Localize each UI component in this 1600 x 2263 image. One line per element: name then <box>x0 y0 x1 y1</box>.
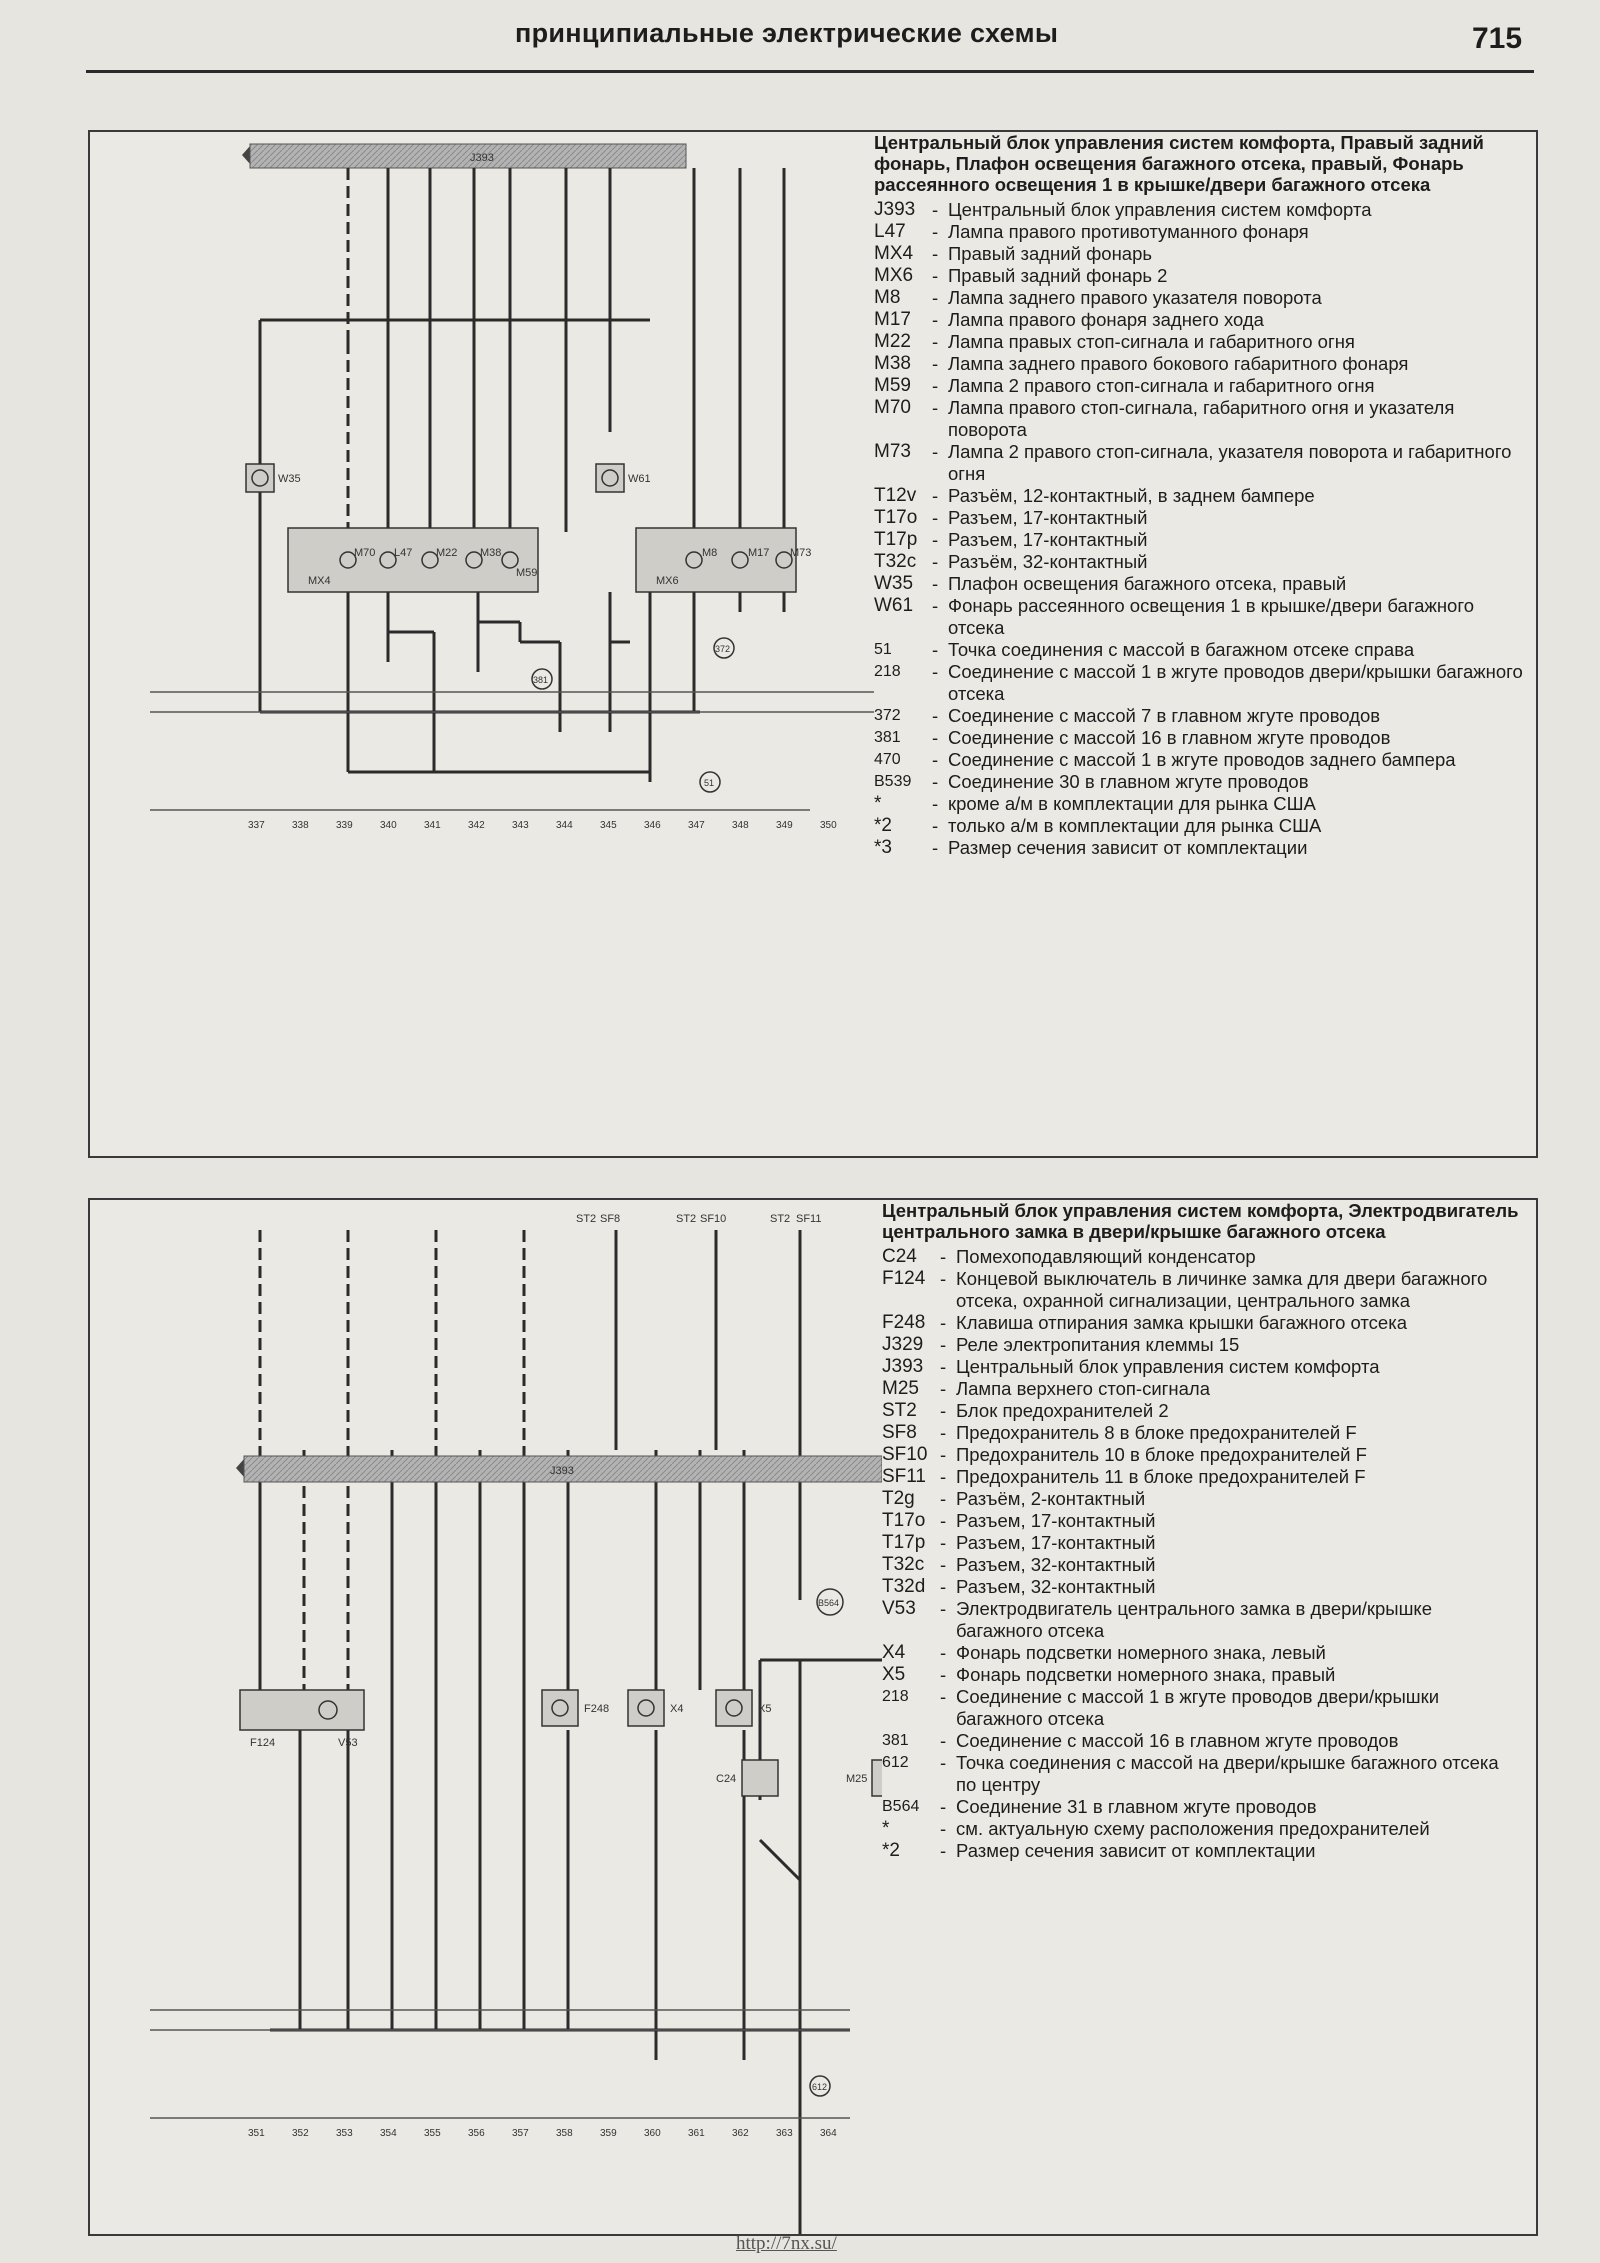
legend-title: Центральный блок управления систем комфорта, Электродвигатель центрального замка в двери/крышке багажного отсека <box>882 1200 1519 1242</box>
legend-dash: - <box>940 1576 947 1597</box>
legend-code: T32c <box>874 551 917 572</box>
legend-code: M22 <box>874 331 911 352</box>
legend-desc: Разъём, 12-контактный, в заднем бампере <box>948 485 1315 506</box>
legend-desc: Реле электропитания клеммы 15 <box>956 1334 1240 1355</box>
legend-desc: Разъем, 32-контактный <box>956 1554 1156 1575</box>
legend-title: Центральный блок управления систем комфорта, Правый задний фонарь, Плафон освещения багажного отсека, правый, Фонарь рассеянного освещения 1 в крышке/двери багажного отсека <box>874 132 1484 195</box>
svg-text:337: 337 <box>248 820 265 831</box>
legend-code: M8 <box>874 287 901 308</box>
svg-text:SF8: SF8 <box>600 1213 621 1225</box>
lamp-x4 <box>628 1690 664 1726</box>
label-m8: M8 <box>702 547 718 559</box>
legend-code: C24 <box>882 1246 917 1267</box>
legend-item <box>874 727 1524 749</box>
legend-item <box>874 485 1524 507</box>
legend-item <box>882 1752 1522 1796</box>
grid-numbers <box>248 820 837 831</box>
legend-item <box>874 265 1524 287</box>
legend-desc: Соединение с массой 1 в жгуте проводов двери/крышки багажного отсека <box>948 661 1523 704</box>
legend-dash: - <box>932 485 939 506</box>
svg-text:ST2: ST2 <box>770 1213 791 1225</box>
legend-item <box>882 1378 1522 1400</box>
svg-text:612: 612 <box>812 2082 828 2092</box>
legend-desc: Соединение 30 в главном жгуте проводов <box>948 771 1309 792</box>
svg-text:372: 372 <box>715 644 731 654</box>
legend-item <box>882 1466 1522 1488</box>
legend-item <box>874 221 1524 243</box>
legend-item <box>882 1488 1522 1510</box>
ground-points <box>532 638 734 792</box>
legend-item <box>874 705 1524 727</box>
legend-item <box>882 1510 1522 1532</box>
legend-desc: Клавиша отпирания замка крышки багажного отсека <box>956 1312 1408 1333</box>
legend-code: 612 <box>882 1754 909 1771</box>
legend-code: F248 <box>882 1312 926 1333</box>
legend-dash: - <box>940 1664 947 1685</box>
legend-code: T17o <box>874 507 918 528</box>
legend-item <box>882 1312 1522 1334</box>
legend-item <box>874 243 1524 265</box>
legend-desc: Соединение с массой 1 в жгуте проводов заднего бампера <box>948 749 1456 770</box>
footer-url[interactable]: http://7nx.su/ <box>736 2233 837 2254</box>
svg-text:343: 343 <box>512 820 529 831</box>
legend-dash: - <box>932 397 939 418</box>
legend-desc: см. актуальную схему расположения предохранителей <box>956 1818 1430 1839</box>
legend-code: V53 <box>882 1598 916 1619</box>
legend-code: M59 <box>874 375 911 396</box>
legend-code: T12v <box>874 485 917 506</box>
legend-code: 381 <box>882 1732 909 1749</box>
svg-text:338: 338 <box>292 820 309 831</box>
legend-desc: только а/м в комплектации для рынка США <box>948 815 1322 836</box>
svg-text:354: 354 <box>380 2128 397 2139</box>
svg-text:351: 351 <box>248 2128 265 2139</box>
legend-panel-1 <box>874 132 1524 859</box>
control-unit-bus <box>236 1456 882 1482</box>
svg-text:346: 346 <box>644 820 661 831</box>
svg-text:364: 364 <box>820 2128 837 2139</box>
legend-desc: Центральный блок управления систем комфорта <box>956 1356 1380 1377</box>
svg-text:356: 356 <box>468 2128 485 2139</box>
label-v53: V53 <box>338 1737 358 1749</box>
lamp-x5 <box>716 1690 752 1726</box>
legend-item <box>874 815 1524 837</box>
legend-item <box>874 573 1524 595</box>
svg-text:342: 342 <box>468 820 485 831</box>
legend-item <box>874 353 1524 375</box>
legend-item <box>882 1400 1522 1422</box>
lamp-m25 <box>872 1760 882 1796</box>
svg-text:347: 347 <box>688 820 705 831</box>
legend-desc: Фонарь подсветки номерного знака, правый <box>956 1664 1336 1685</box>
legend-item <box>874 749 1524 771</box>
legend-item <box>882 1598 1522 1642</box>
legend-item <box>882 1840 1522 1862</box>
legend-desc: Точка соединения с массой на двери/крышке багажного отсека по центру <box>956 1752 1499 1795</box>
component-boxes <box>240 1690 882 1796</box>
legend-desc: Лампа верхнего стоп-сигнала <box>956 1378 1211 1399</box>
svg-text:345: 345 <box>600 820 617 831</box>
bus-label: J393 <box>550 1465 574 1477</box>
legend-desc: Соединение с массой 1 в жгуте проводов двери/крышки багажного отсека <box>956 1686 1440 1729</box>
svg-text:362: 362 <box>732 2128 749 2139</box>
label-m17: M17 <box>748 547 770 559</box>
header-rule <box>86 70 1534 73</box>
legend-desc: Предохранитель 8 в блоке предохранителей F <box>956 1422 1357 1443</box>
legend-code: SF10 <box>882 1444 928 1465</box>
label-m25: M25 <box>846 1773 868 1785</box>
legend-dash: - <box>940 1356 947 1377</box>
legend-dash: - <box>932 287 939 308</box>
legend-item <box>882 1576 1522 1598</box>
legend-desc: Разъём, 2-контактный <box>956 1488 1146 1509</box>
legend-dash: - <box>940 1532 947 1553</box>
legend-item <box>882 1686 1522 1730</box>
page-title: принципиальные электрические схемы <box>515 18 1059 48</box>
wires <box>260 168 784 782</box>
legend-desc: Фонарь подсветки номерного знака, левый <box>956 1642 1326 1663</box>
page-header <box>0 0 1600 80</box>
legend-desc: Соединение с массой 16 в главном жгуте проводов <box>956 1730 1399 1751</box>
legend-dash: - <box>932 221 939 242</box>
label-f124: F124 <box>250 1737 276 1749</box>
legend-item <box>874 595 1524 639</box>
legend-code: T17p <box>882 1532 926 1553</box>
legend-item <box>874 507 1524 529</box>
legend-dash: - <box>940 1598 947 1619</box>
legend-desc: Разъем, 17-контактный <box>956 1510 1156 1531</box>
legend-dash: - <box>940 1246 947 1267</box>
legend-code: * <box>882 1818 890 1839</box>
svg-text:ST2: ST2 <box>676 1213 697 1225</box>
legend-code: X5 <box>882 1664 906 1685</box>
svg-text:359: 359 <box>600 2128 617 2139</box>
legend-dash: - <box>940 1378 947 1399</box>
legend-code: M38 <box>874 353 911 374</box>
legend-code: B564 <box>882 1798 920 1815</box>
legend-dash: - <box>932 793 939 814</box>
legend-code: B539 <box>874 773 912 790</box>
legend-code: *3 <box>874 837 892 858</box>
svg-text:349: 349 <box>776 820 793 831</box>
legend-code: 372 <box>874 707 901 724</box>
legend-desc: Концевой выключатель в личинке замка для двери багажного отсека, охранной сигнализации, центрального замка <box>956 1268 1488 1311</box>
label-f248: F248 <box>584 1703 610 1715</box>
legend-item <box>874 793 1524 815</box>
svg-text:340: 340 <box>380 820 397 831</box>
label-m38: M38 <box>480 547 502 559</box>
legend-item <box>874 331 1524 353</box>
legend-desc: Предохранитель 10 в блоке предохранителей F <box>956 1444 1367 1465</box>
legend-dash: - <box>932 309 939 330</box>
legend-desc: Плафон освещения багажного отсека, правый <box>948 573 1347 594</box>
legend-item <box>882 1356 1522 1378</box>
legend-dash: - <box>932 749 939 770</box>
fuse-labels <box>576 1213 821 1225</box>
legend-code: T32d <box>882 1576 926 1597</box>
legend-desc: Предохранитель 11 в блоке предохранителей F <box>956 1466 1366 1487</box>
legend-desc: Центральный блок управления систем комфорта <box>948 199 1372 220</box>
svg-text:358: 358 <box>556 2128 573 2139</box>
ground-points <box>810 1589 843 2096</box>
legend-dash: - <box>940 1796 947 1817</box>
legend-item <box>874 661 1524 705</box>
legend-desc: Размер сечения зависит от комплектации <box>956 1840 1316 1861</box>
legend-item <box>874 199 1524 221</box>
legend-code: W35 <box>874 573 914 594</box>
legend-dash: - <box>940 1488 947 1509</box>
legend-dash: - <box>940 1642 947 1663</box>
svg-text:B564: B564 <box>818 1598 840 1608</box>
legend-dash: - <box>932 441 939 462</box>
capacitor-c24 <box>742 1760 778 1796</box>
svg-text:51: 51 <box>704 778 715 788</box>
legend-item <box>874 837 1524 859</box>
legend-code: 218 <box>874 663 901 680</box>
svg-text:ST2: ST2 <box>576 1213 597 1225</box>
legend-code: *2 <box>874 815 892 836</box>
legend-dash: - <box>932 243 939 264</box>
legend-dash: - <box>940 1444 947 1465</box>
svg-text:360: 360 <box>644 2128 661 2139</box>
legend-code: M25 <box>882 1378 919 1399</box>
legend-dash: - <box>940 1422 947 1443</box>
legend-code: MX4 <box>874 243 914 264</box>
legend-code: *2 <box>882 1840 900 1861</box>
legend-desc: Соединение с массой 16 в главном жгуте проводов <box>948 727 1391 748</box>
svg-text:SF10: SF10 <box>700 1213 727 1225</box>
legend-dash: - <box>940 1400 947 1421</box>
bus-label: J393 <box>470 152 494 164</box>
legend-item <box>882 1730 1522 1752</box>
svg-text:352: 352 <box>292 2128 309 2139</box>
legend-desc: Лампа правого противотуманного фонаря <box>948 221 1309 242</box>
legend-dash: - <box>940 1730 947 1751</box>
legend-code: SF8 <box>882 1422 917 1443</box>
legend-desc: кроме а/м в комплектации для рынка США <box>948 793 1316 814</box>
svg-text:348: 348 <box>732 820 749 831</box>
legend-item <box>882 1422 1522 1444</box>
svg-text:SF11: SF11 <box>796 1213 822 1225</box>
legend-dash: - <box>932 705 939 726</box>
svg-text:357: 357 <box>512 2128 529 2139</box>
legend-item <box>882 1334 1522 1356</box>
legend-item <box>882 1664 1522 1686</box>
legend-code: MX6 <box>874 265 914 286</box>
legend-dash: - <box>932 661 939 682</box>
legend-desc: Размер сечения зависит от комплектации <box>948 837 1308 858</box>
svg-text:381: 381 <box>533 675 549 685</box>
legend-desc: Лампа заднего правого указателя поворота <box>948 287 1322 308</box>
legend-dash: - <box>932 771 939 792</box>
legend-dash: - <box>940 1312 947 1333</box>
legend-desc: Электродвигатель центрального замка в двери/крышке багажного отсека <box>956 1598 1433 1641</box>
legend-dash: - <box>932 199 939 220</box>
legend-desc: Лампа 2 правого стоп-сигнала, указателя поворота и габаритного огня <box>948 441 1512 484</box>
wires <box>260 1230 882 2234</box>
legend-dash: - <box>932 815 939 836</box>
legend-dash: - <box>940 1840 947 1861</box>
svg-text:341: 341 <box>424 820 441 831</box>
legend-dash: - <box>932 331 939 352</box>
legend-desc: Лампа правых стоп-сигнала и габаритного огня <box>948 331 1355 352</box>
label-m70: M70 <box>354 547 376 559</box>
legend-dash: - <box>940 1686 947 1707</box>
legend-dash: - <box>940 1554 947 1575</box>
label-w61: W61 <box>628 473 651 485</box>
label-c24: C24 <box>716 1773 737 1785</box>
legend-desc: Соединение 31 в главном жгуте проводов <box>956 1796 1317 1817</box>
svg-text:339: 339 <box>336 820 353 831</box>
legend-desc: Помехоподавляющий конденсатор <box>956 1246 1256 1267</box>
label-mx6: MX6 <box>656 575 679 587</box>
legend-item <box>874 287 1524 309</box>
legend-dash: - <box>932 573 939 594</box>
legend-item <box>874 639 1524 661</box>
legend-dash: - <box>932 639 939 660</box>
legend-item <box>874 529 1524 551</box>
svg-text:353: 353 <box>336 2128 353 2139</box>
legend-desc: Точка соединения с массой в багажном отсеке справа <box>948 639 1415 660</box>
svg-text:363: 363 <box>776 2128 793 2139</box>
legend-desc: Соединение с массой 7 в главном жгуте проводов <box>948 705 1381 726</box>
label-mx4: MX4 <box>308 575 331 587</box>
legend-dash: - <box>940 1268 947 1289</box>
legend-item <box>874 375 1524 397</box>
legend-desc: Лампа 2 правого стоп-сигнала и габаритного огня <box>948 375 1375 396</box>
legend-dash: - <box>940 1752 947 1773</box>
legend-item <box>882 1642 1522 1664</box>
label-m22: M22 <box>436 547 458 559</box>
wiring-diagram-1 <box>90 132 874 1156</box>
legend-code: T17p <box>874 529 918 550</box>
legend-desc: Разъем, 17-контактный <box>956 1532 1156 1553</box>
legend-item <box>882 1532 1522 1554</box>
legend-code: 470 <box>874 751 901 768</box>
lamp-w61 <box>596 464 624 492</box>
legend-dash: - <box>932 507 939 528</box>
legend-item <box>882 1444 1522 1466</box>
legend-desc: Разъем, 17-контактный <box>948 507 1148 528</box>
legend-code: F124 <box>882 1268 926 1289</box>
svg-text:355: 355 <box>424 2128 441 2139</box>
diagram-panel-1 <box>88 130 1538 1158</box>
switch-f124 <box>240 1690 364 1730</box>
legend-code: X4 <box>882 1642 906 1663</box>
control-unit-bus <box>242 144 686 168</box>
label-w35: W35 <box>278 473 301 485</box>
legend-code: T32c <box>882 1554 925 1575</box>
label-x5: X5 <box>758 1703 772 1715</box>
legend-desc: Лампа заднего правого бокового габаритного фонаря <box>948 353 1409 374</box>
legend-dash: - <box>932 529 939 550</box>
legend-desc: Разъём, 32-контактный <box>948 551 1148 572</box>
legend-dash: - <box>932 595 939 616</box>
wiring-diagram-2 <box>90 1200 882 2234</box>
diagram-panel-2 <box>88 1198 1538 2236</box>
legend-item <box>882 1268 1522 1312</box>
legend-desc: Лампа правого стоп-сигнала, габаритного огня и указателя поворота <box>948 397 1455 440</box>
legend-code: T2g <box>882 1488 915 1509</box>
key-f248 <box>542 1690 578 1726</box>
legend-desc: Правый задний фонарь <box>948 243 1153 264</box>
label-l47: L47 <box>394 547 413 559</box>
legend-panel-2 <box>882 1200 1522 1862</box>
legend-code: J393 <box>874 199 916 220</box>
label-m59: M59 <box>516 567 538 579</box>
legend-dash: - <box>932 375 939 396</box>
legend-dash: - <box>932 837 939 858</box>
legend-desc: Правый задний фонарь 2 <box>948 265 1168 286</box>
legend-code: M17 <box>874 309 911 330</box>
legend-dash: - <box>940 1510 947 1531</box>
legend-desc: Блок предохранителей 2 <box>956 1400 1169 1421</box>
legend-item <box>874 771 1524 793</box>
legend-code: 51 <box>874 641 892 658</box>
svg-text:344: 344 <box>556 820 573 831</box>
legend-code: M70 <box>874 397 911 418</box>
lamp-w35 <box>246 464 274 492</box>
legend-code: M73 <box>874 441 911 462</box>
legend-dash: - <box>940 1334 947 1355</box>
legend-desc: Фонарь рассеянного освещения 1 в крышке/двери багажного отсека <box>948 595 1474 638</box>
legend-desc: Разъем, 32-контактный <box>956 1576 1156 1597</box>
grid-numbers <box>248 2128 837 2139</box>
legend-code: L47 <box>874 221 906 242</box>
legend-item <box>882 1554 1522 1576</box>
legend-desc: Разъем, 17-контактный <box>948 529 1148 550</box>
legend-item <box>874 441 1524 485</box>
legend-code: 381 <box>874 729 901 746</box>
legend-item <box>874 397 1524 441</box>
legend-dash: - <box>932 551 939 572</box>
svg-text:361: 361 <box>688 2128 705 2139</box>
legend-item <box>882 1818 1522 1840</box>
legend-code: 218 <box>882 1688 909 1705</box>
legend-code: ST2 <box>882 1400 917 1421</box>
legend-code: W61 <box>874 595 914 616</box>
legend-dash: - <box>932 353 939 374</box>
label-x4: X4 <box>670 1703 684 1715</box>
legend-code: T17o <box>882 1510 926 1531</box>
label-m73: M73 <box>790 547 812 559</box>
legend-desc: Лампа правого фонаря заднего хода <box>948 309 1264 330</box>
legend-item <box>874 309 1524 331</box>
page-number: 715 <box>1472 22 1523 55</box>
svg-text:350: 350 <box>820 820 837 831</box>
legend-code: SF11 <box>882 1466 927 1487</box>
legend-dash: - <box>940 1466 947 1487</box>
legend-item <box>874 551 1524 573</box>
legend-dash: - <box>932 727 939 748</box>
legend-item <box>882 1796 1522 1818</box>
legend-item <box>882 1246 1522 1268</box>
legend-code: J393 <box>882 1356 924 1377</box>
legend-code: J329 <box>882 1334 924 1355</box>
legend-code: * <box>874 793 882 814</box>
legend-dash: - <box>932 265 939 286</box>
legend-dash: - <box>940 1818 947 1839</box>
